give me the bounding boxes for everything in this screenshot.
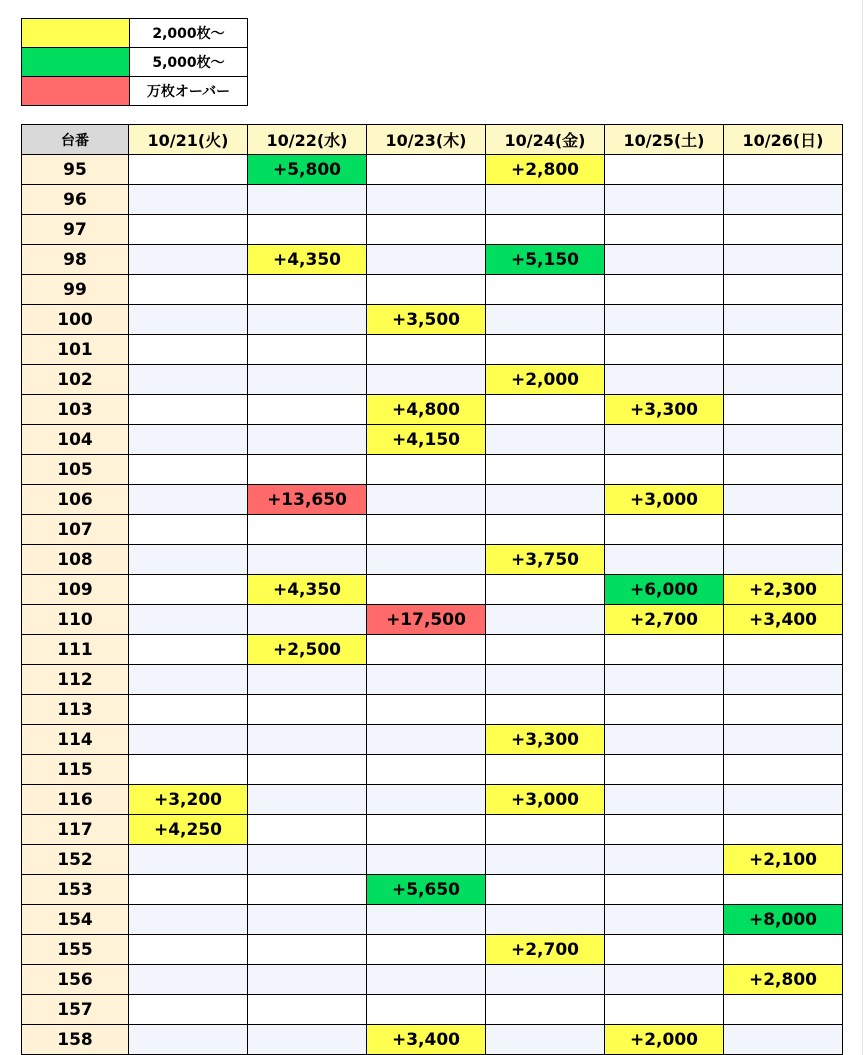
- result-cell: [486, 665, 605, 695]
- machine-number: 156: [22, 965, 129, 995]
- result-cell: [605, 995, 724, 1025]
- table-row: [22, 935, 843, 965]
- result-cell: [486, 905, 605, 935]
- date-column-header: 10/21(火): [129, 125, 248, 155]
- result-cell: [605, 815, 724, 845]
- result-cell: [129, 275, 248, 305]
- result-cell: [367, 575, 486, 605]
- table-row: [22, 695, 843, 725]
- result-cell: [248, 365, 367, 395]
- result-cell: +3,000: [605, 485, 724, 515]
- result-cell: [367, 545, 486, 575]
- machine-number: 107: [22, 515, 129, 545]
- result-cell: [248, 395, 367, 425]
- table-row: [22, 185, 843, 215]
- results-table: [21, 124, 843, 1055]
- date-column-header: 10/23(木): [367, 125, 486, 155]
- result-cell: [367, 485, 486, 515]
- result-cell: [248, 845, 367, 875]
- result-cell: [367, 155, 486, 185]
- legend-label: 万枚オーバー: [130, 77, 248, 106]
- table-row: [22, 1025, 843, 1055]
- date-column-header: 10/26(日): [724, 125, 843, 155]
- table-row: [22, 275, 843, 305]
- result-cell: [724, 425, 843, 455]
- result-cell: [367, 665, 486, 695]
- result-cell: [248, 665, 367, 695]
- result-cell: [724, 545, 843, 575]
- machine-number: 100: [22, 305, 129, 335]
- result-cell: [486, 875, 605, 905]
- result-cell: +5,650: [367, 875, 486, 905]
- machine-number: 106: [22, 485, 129, 515]
- result-cell: +3,400: [724, 605, 843, 635]
- machine-number: 113: [22, 695, 129, 725]
- legend-label: 5,000枚～: [130, 48, 248, 77]
- result-cell: [248, 785, 367, 815]
- result-cell: [367, 905, 486, 935]
- result-cell: [248, 335, 367, 365]
- machine-number: 158: [22, 1025, 129, 1055]
- result-cell: +8,000: [724, 905, 843, 935]
- result-cell: [486, 485, 605, 515]
- result-cell: [486, 815, 605, 845]
- table-row: [22, 485, 843, 515]
- result-cell: [486, 395, 605, 425]
- result-cell: +3,400: [367, 1025, 486, 1055]
- result-cell: [724, 395, 843, 425]
- result-cell: [724, 755, 843, 785]
- result-cell: [367, 965, 486, 995]
- result-cell: [129, 485, 248, 515]
- result-cell: [129, 665, 248, 695]
- result-cell: [605, 935, 724, 965]
- result-cell: [367, 995, 486, 1025]
- table-row: [22, 755, 843, 785]
- result-cell: [248, 425, 367, 455]
- result-cell: +13,650: [248, 485, 367, 515]
- result-cell: [605, 785, 724, 815]
- result-cell: [486, 695, 605, 725]
- result-cell: [129, 575, 248, 605]
- result-cell: [605, 875, 724, 905]
- machine-number: 115: [22, 755, 129, 785]
- result-cell: [129, 905, 248, 935]
- result-cell: [367, 515, 486, 545]
- result-cell: [605, 965, 724, 995]
- result-cell: [486, 755, 605, 785]
- result-cell: [129, 695, 248, 725]
- result-cell: +4,250: [129, 815, 248, 845]
- result-cell: [486, 605, 605, 635]
- result-cell: [724, 155, 843, 185]
- table-row: [22, 995, 843, 1025]
- result-cell: [367, 635, 486, 665]
- result-cell: +2,500: [248, 635, 367, 665]
- result-cell: [248, 185, 367, 215]
- result-cell: [724, 485, 843, 515]
- result-cell: [605, 245, 724, 275]
- result-cell: [367, 275, 486, 305]
- result-cell: [129, 155, 248, 185]
- result-cell: [605, 275, 724, 305]
- machine-number: 117: [22, 815, 129, 845]
- result-cell: [724, 815, 843, 845]
- result-cell: +2,700: [605, 605, 724, 635]
- machine-number: 104: [22, 425, 129, 455]
- result-cell: [605, 215, 724, 245]
- result-cell: [129, 875, 248, 905]
- result-cell: [248, 815, 367, 845]
- table-row: [22, 575, 843, 605]
- page-edge: [862, 0, 863, 1055]
- result-cell: [486, 965, 605, 995]
- result-cell: [248, 695, 367, 725]
- machine-number: 98: [22, 245, 129, 275]
- result-cell: [724, 185, 843, 215]
- table-row: [22, 395, 843, 425]
- result-cell: [605, 305, 724, 335]
- result-cell: [129, 1025, 248, 1055]
- result-cell: +3,000: [486, 785, 605, 815]
- machine-number: 114: [22, 725, 129, 755]
- result-cell: [605, 155, 724, 185]
- result-cell: [367, 335, 486, 365]
- machine-number: 154: [22, 905, 129, 935]
- result-cell: +3,750: [486, 545, 605, 575]
- result-cell: [248, 545, 367, 575]
- result-cell: [129, 965, 248, 995]
- result-cell: [605, 755, 724, 785]
- legend-swatch: [22, 19, 130, 48]
- result-cell: [605, 635, 724, 665]
- result-cell: +4,350: [248, 245, 367, 275]
- result-cell: [248, 455, 367, 485]
- legend-table: [21, 18, 248, 106]
- result-cell: [248, 965, 367, 995]
- result-cell: +5,150: [486, 245, 605, 275]
- machine-number: 152: [22, 845, 129, 875]
- result-cell: [367, 365, 486, 395]
- table-row: [22, 905, 843, 935]
- machine-number: 112: [22, 665, 129, 695]
- result-cell: [129, 395, 248, 425]
- result-cell: [486, 335, 605, 365]
- result-cell: [605, 185, 724, 215]
- result-cell: [486, 215, 605, 245]
- result-cell: +3,300: [486, 725, 605, 755]
- machine-number: 102: [22, 365, 129, 395]
- machine-number: 157: [22, 995, 129, 1025]
- result-cell: [248, 1025, 367, 1055]
- result-cell: [129, 545, 248, 575]
- result-cell: [724, 875, 843, 905]
- machine-number: 105: [22, 455, 129, 485]
- result-cell: +17,500: [367, 605, 486, 635]
- result-cell: [129, 335, 248, 365]
- table-row: [22, 605, 843, 635]
- header-row: [22, 125, 843, 155]
- table-row: [22, 455, 843, 485]
- legend-label: 2,000枚～: [130, 19, 248, 48]
- result-cell: [724, 275, 843, 305]
- machine-number: 116: [22, 785, 129, 815]
- table-row: [22, 155, 843, 185]
- result-cell: [724, 725, 843, 755]
- result-cell: [605, 845, 724, 875]
- result-cell: [129, 635, 248, 665]
- date-column-header: 10/22(水): [248, 125, 367, 155]
- machine-number: 153: [22, 875, 129, 905]
- table-row: [22, 725, 843, 755]
- table-row: [22, 215, 843, 245]
- result-cell: +4,800: [367, 395, 486, 425]
- result-cell: [248, 275, 367, 305]
- machine-number: 109: [22, 575, 129, 605]
- result-cell: [129, 605, 248, 635]
- result-cell: [129, 185, 248, 215]
- result-cell: [486, 275, 605, 305]
- result-cell: +2,300: [724, 575, 843, 605]
- result-cell: [724, 335, 843, 365]
- result-cell: +2,000: [486, 365, 605, 395]
- result-cell: [605, 665, 724, 695]
- result-cell: +4,350: [248, 575, 367, 605]
- machine-number: 99: [22, 275, 129, 305]
- result-cell: [605, 695, 724, 725]
- result-cell: [605, 545, 724, 575]
- result-cell: [248, 935, 367, 965]
- result-cell: [724, 455, 843, 485]
- result-cell: [486, 575, 605, 605]
- table-row: [22, 245, 843, 275]
- result-cell: [367, 785, 486, 815]
- result-cell: [129, 755, 248, 785]
- machine-number: 97: [22, 215, 129, 245]
- result-cell: [367, 815, 486, 845]
- result-cell: [605, 335, 724, 365]
- result-cell: [129, 245, 248, 275]
- result-cell: [724, 695, 843, 725]
- result-cell: +2,700: [486, 935, 605, 965]
- table-row: [22, 665, 843, 695]
- result-cell: [248, 515, 367, 545]
- machine-number: 95: [22, 155, 129, 185]
- result-cell: [605, 425, 724, 455]
- result-cell: +2,800: [724, 965, 843, 995]
- result-cell: [724, 215, 843, 245]
- result-cell: [486, 845, 605, 875]
- result-cell: [367, 455, 486, 485]
- result-cell: [248, 215, 367, 245]
- result-cell: [486, 1025, 605, 1055]
- result-cell: +3,200: [129, 785, 248, 815]
- machine-number-header: 台番: [22, 125, 129, 155]
- legend-row: [22, 77, 248, 106]
- result-cell: [724, 515, 843, 545]
- result-cell: [486, 455, 605, 485]
- table-row: [22, 425, 843, 455]
- machine-number: 111: [22, 635, 129, 665]
- result-cell: [605, 905, 724, 935]
- result-cell: [605, 515, 724, 545]
- table-row: [22, 335, 843, 365]
- result-cell: +3,300: [605, 395, 724, 425]
- result-cell: +2,100: [724, 845, 843, 875]
- result-cell: [486, 515, 605, 545]
- result-cell: [724, 995, 843, 1025]
- table-row: [22, 545, 843, 575]
- result-cell: [129, 455, 248, 485]
- result-cell: [129, 515, 248, 545]
- result-cell: [367, 185, 486, 215]
- result-cell: [724, 785, 843, 815]
- result-cell: [486, 635, 605, 665]
- result-cell: +4,150: [367, 425, 486, 455]
- table-row: [22, 875, 843, 905]
- result-cell: [367, 845, 486, 875]
- result-cell: [248, 305, 367, 335]
- result-cell: [248, 995, 367, 1025]
- legend-row: [22, 48, 248, 77]
- date-column-header: 10/24(金): [486, 125, 605, 155]
- result-cell: [248, 875, 367, 905]
- result-cell: [605, 455, 724, 485]
- result-cell: [129, 305, 248, 335]
- result-cell: [486, 185, 605, 215]
- table-row: [22, 515, 843, 545]
- machine-number: 96: [22, 185, 129, 215]
- result-cell: [605, 725, 724, 755]
- table-row: [22, 965, 843, 995]
- result-cell: [367, 725, 486, 755]
- result-cell: [367, 695, 486, 725]
- result-cell: +6,000: [605, 575, 724, 605]
- table-row: [22, 815, 843, 845]
- result-cell: +3,500: [367, 305, 486, 335]
- result-cell: [129, 845, 248, 875]
- table-row: [22, 635, 843, 665]
- date-column-header: 10/25(土): [605, 125, 724, 155]
- result-cell: [248, 605, 367, 635]
- result-cell: [129, 365, 248, 395]
- result-cell: [129, 995, 248, 1025]
- result-cell: [724, 1025, 843, 1055]
- result-cell: +2,800: [486, 155, 605, 185]
- legend-swatch: [22, 48, 130, 77]
- result-cell: [129, 935, 248, 965]
- result-cell: [486, 305, 605, 335]
- result-cell: [486, 995, 605, 1025]
- table-row: [22, 365, 843, 395]
- result-cell: [367, 935, 486, 965]
- machine-number: 101: [22, 335, 129, 365]
- result-cell: [724, 245, 843, 275]
- result-cell: +2,000: [605, 1025, 724, 1055]
- result-cell: [724, 635, 843, 665]
- result-cell: [129, 425, 248, 455]
- result-cell: [724, 365, 843, 395]
- table-row: [22, 305, 843, 335]
- result-cell: [129, 725, 248, 755]
- result-cell: [724, 665, 843, 695]
- machine-number: 108: [22, 545, 129, 575]
- legend-row: [22, 19, 248, 48]
- table-row: [22, 785, 843, 815]
- result-cell: [248, 905, 367, 935]
- machine-number: 103: [22, 395, 129, 425]
- result-cell: +5,800: [248, 155, 367, 185]
- result-cell: [248, 725, 367, 755]
- result-cell: [129, 215, 248, 245]
- machine-number: 110: [22, 605, 129, 635]
- result-cell: [724, 305, 843, 335]
- result-cell: [367, 245, 486, 275]
- table-row: [22, 845, 843, 875]
- result-cell: [486, 425, 605, 455]
- result-cell: [248, 755, 367, 785]
- machine-number: 155: [22, 935, 129, 965]
- result-cell: [367, 215, 486, 245]
- result-cell: [367, 755, 486, 785]
- result-cell: [724, 935, 843, 965]
- result-cell: [605, 365, 724, 395]
- legend-swatch: [22, 77, 130, 106]
